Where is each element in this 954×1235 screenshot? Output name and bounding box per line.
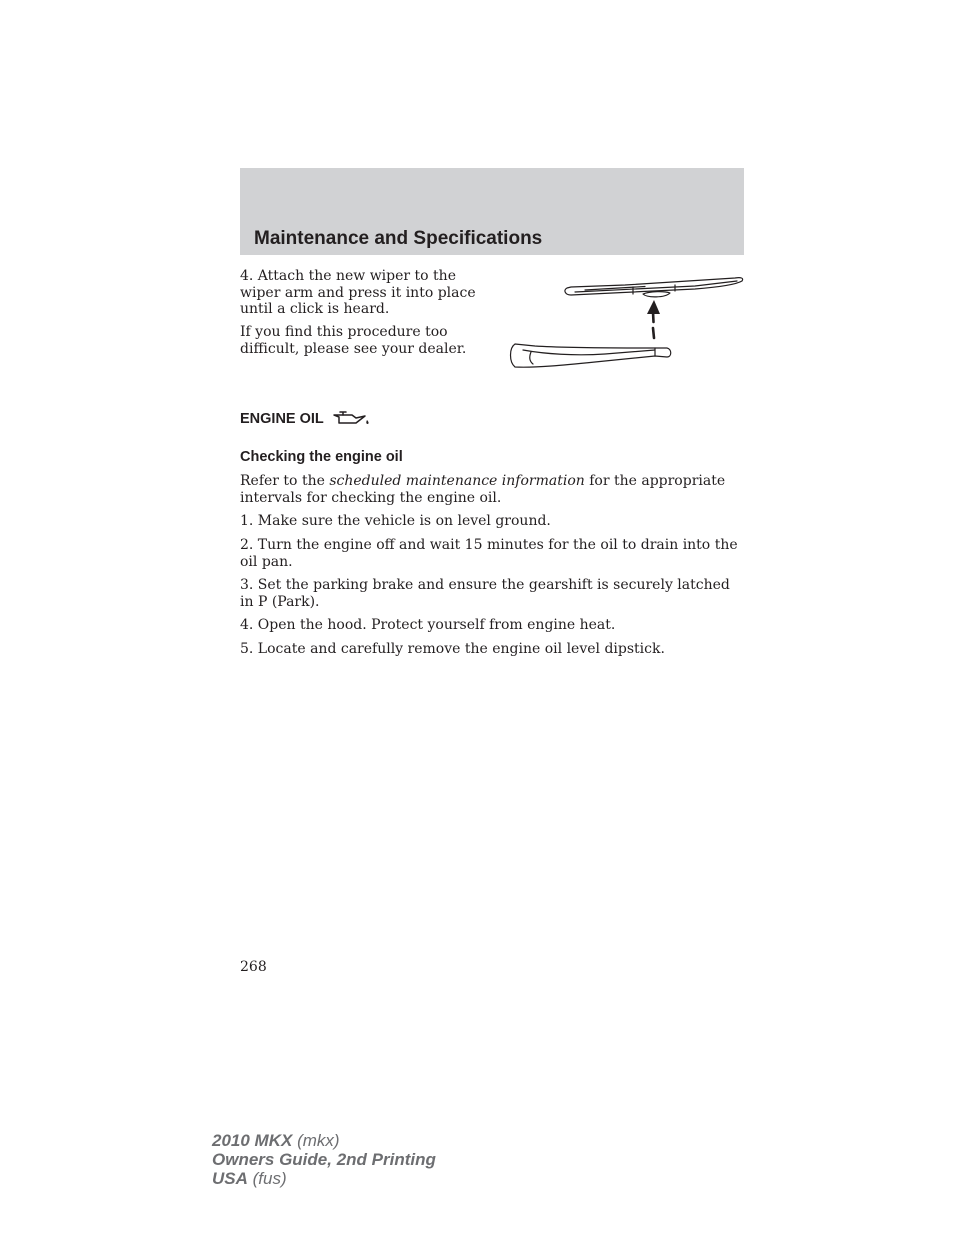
footer-model: 2010 MKX [212,1131,293,1150]
footer-model-code: (mkx) [297,1131,340,1150]
step-5: 5. Locate and carefully remove the engine oil level dipstick. [240,641,665,657]
scheduled-maintenance-reference: scheduled maintenance information [329,473,585,489]
document-footer [212,1131,436,1188]
intro-text-end: for the appropriate intervals for checking the engine oil. [240,473,726,506]
step-2: 2. Turn the engine off and wait 15 minutes for the oil to drain into the oil pan. [240,537,738,570]
engine-oil-intro [240,473,744,506]
footer-guide: Owners Guide, 2nd Printing [212,1150,436,1169]
step-1: 1. Make sure the vehicle is on level ground. [240,513,551,529]
step-4: 4. Open the hood. Protect yourself from engine heat. [240,617,616,633]
oil-can-icon [332,410,370,428]
engine-oil-heading [240,410,370,428]
footer-region-code: (fus) [252,1169,287,1188]
footer-region: USA [212,1169,248,1188]
intro-text-start: Refer to the [240,473,330,489]
wiper-step-4: 4. Attach the new wiper to the wiper arm and press it into place until a click is heard. [240,268,476,317]
dealer-note: If you find this procedure too difficult, please see your dealer. [240,324,467,357]
step-3: 3. Set the parking brake and ensure the gearshift is securely latched in P (Park). [240,577,730,610]
engine-oil-heading-text: ENGINE OIL [240,411,324,427]
checking-engine-oil-subheading: Checking the engine oil [240,449,403,465]
page-number: 268 [240,959,267,975]
wiper-installation-illustration [505,268,745,374]
section-title: Maintenance and Specifications [254,228,543,249]
